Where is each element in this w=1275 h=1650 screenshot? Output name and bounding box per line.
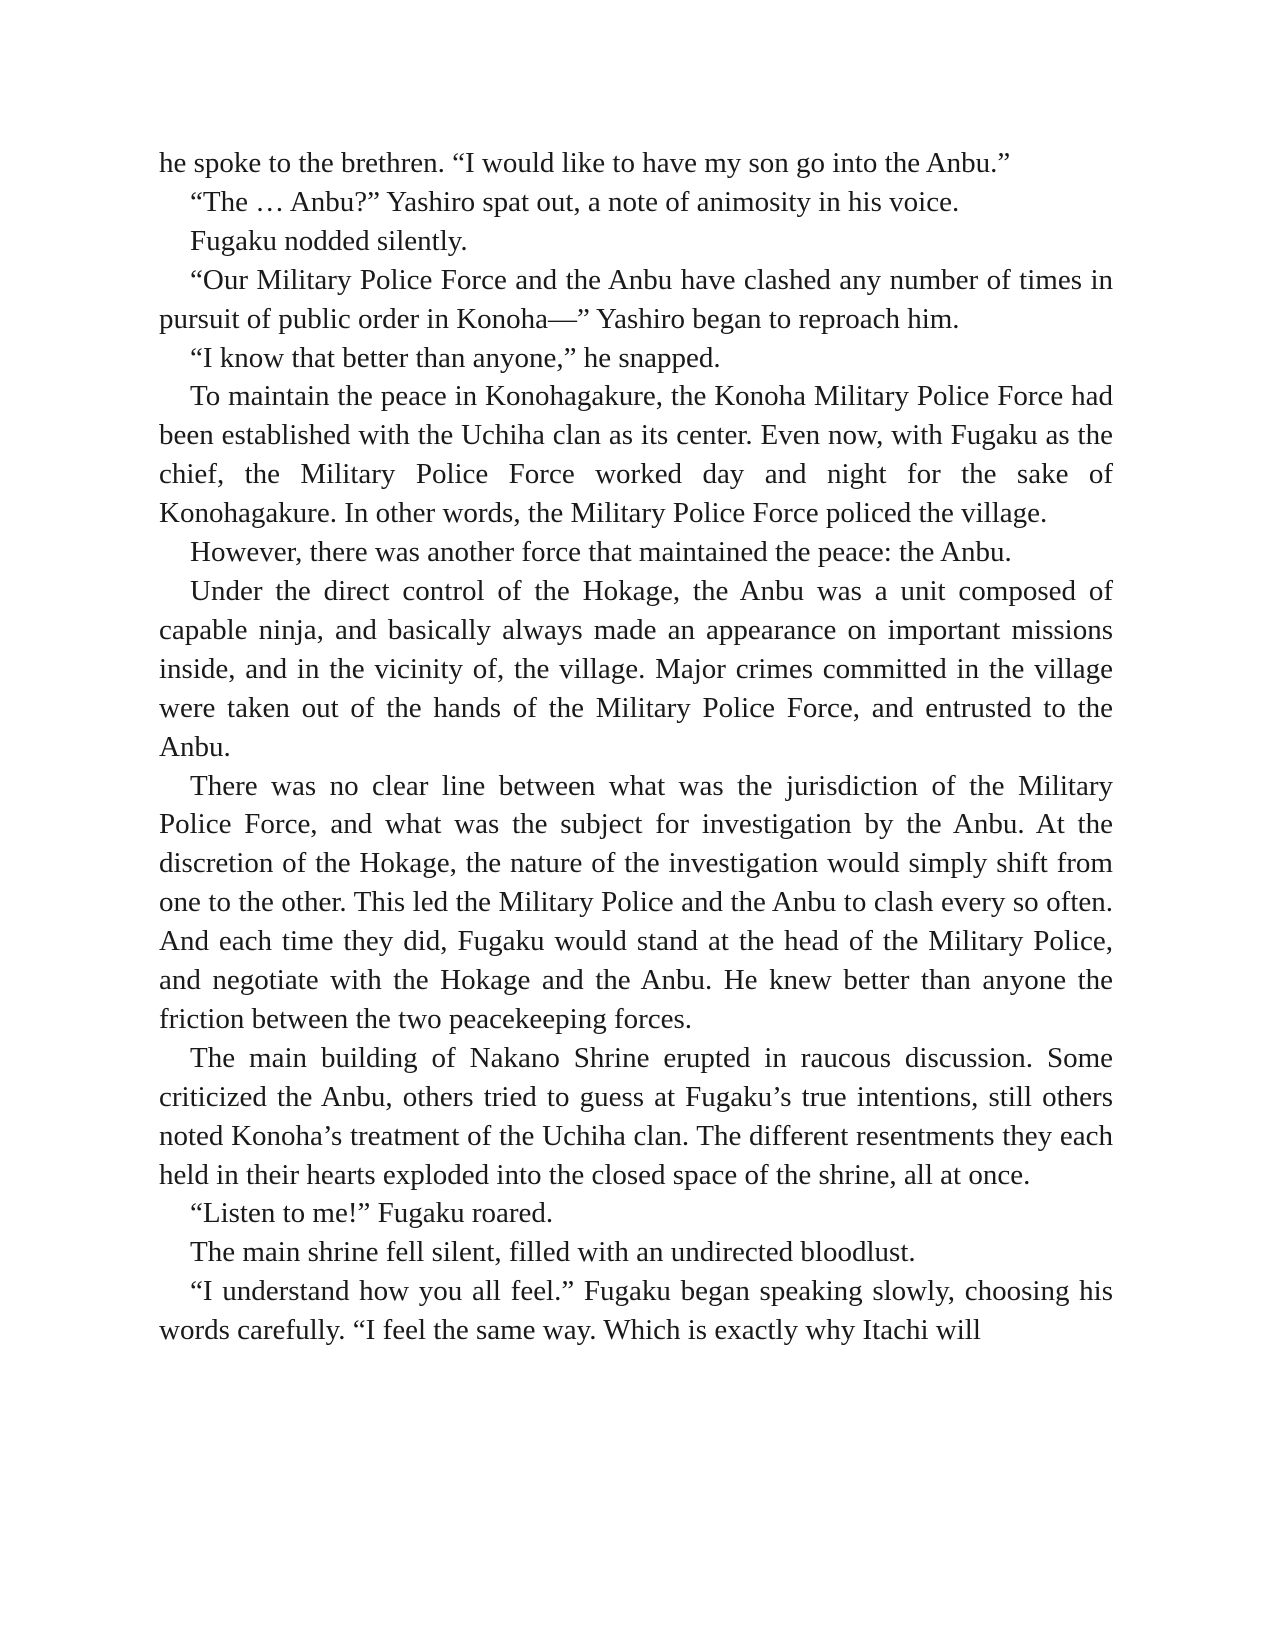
paragraph: “I know that better than anyone,” he snapped.	[190, 341, 721, 374]
paragraph: “Our Military Police Force and the Anbu have clashed any number of times in pursuit of public order in Konoha—” Yashiro began to reproach him.	[159, 263, 1113, 335]
paragraph: Under the direct control of the Hokage, the Anbu was a unit composed of capable ninja, and basically always made an appearance on important missions inside, and in the vicinity of, the village. Major crimes committed in the village were taken out of the hands of the Military Police Force, and entrusted to the Anbu.	[159, 574, 1113, 763]
paragraph: Fugaku nodded silently.	[190, 224, 468, 257]
paragraph: There was no clear line between what was the jurisdiction of the Military Police Force, and what was the subject for investigation by the Anbu. At the discretion of the Hokage, the nature of the investigation would simply shift from one to the other. This led the Military Police and the Anbu to clash every so often. And each time they did, Fugaku would stand at the head of the Military Police, and negotiate with the Hokage and the Anbu. He knew better than anyone the friction between the two peacekeeping forces.	[159, 769, 1113, 1035]
paragraph: To maintain the peace in Konohagakure, the Konoha Military Police Force had been established with the Uchiha clan as its center. Even now, with Fugaku as the chief, the Military Police Force worked day and night for the sake of Konohagakure. In other words, the Military Police Force policed the village.	[159, 380, 1113, 530]
paragraph: The main shrine fell silent, filled with an undirected bloodlust.	[190, 1236, 916, 1269]
body-text	[159, 144, 1113, 1350]
paragraph: “Listen to me!” Fugaku roared.	[190, 1197, 554, 1230]
paragraph: “The … Anbu?” Yashiro spat out, a note of animosity in his voice.	[190, 185, 960, 218]
paragraph: “I understand how you all feel.” Fugaku began speaking slowly, choosing his words carefully. “I feel the same way. Which is exactly why Itachi will	[159, 1275, 1113, 1347]
paragraph: However, there was another force that maintained the peace: the Anbu.	[190, 536, 1012, 569]
paragraph: The main building of Nakano Shrine erupted in raucous discussion. Some criticized the Anbu, others tried to guess at Fugaku’s true intentions, still others noted Konoha’s treatment of the Uchiha clan. The different resentments they each held in their hearts exploded into the closed space of the shrine, all at once.	[159, 1041, 1113, 1191]
paragraph: he spoke to the brethren. “I would like to have my son go into the Anbu.”	[159, 147, 1011, 179]
